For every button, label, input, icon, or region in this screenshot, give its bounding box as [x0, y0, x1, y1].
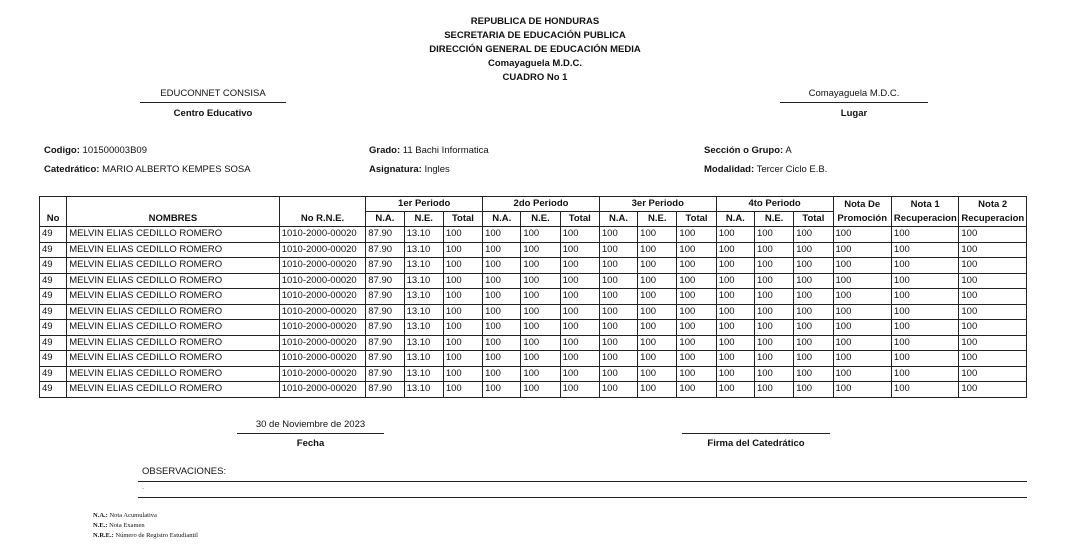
table-row: [40, 366, 1027, 382]
sub-header-ne: N.E.: [404, 212, 443, 227]
header-line-3: DIRECCIÓN GENERAL DE EDUCACIÓN MEDIA: [429, 44, 641, 55]
col-header-promocion: [833, 197, 891, 227]
table-cell: 1010-2000-00020: [279, 320, 366, 336]
table-cell: 100: [638, 258, 677, 274]
table-cell: 100: [754, 382, 793, 398]
table-cell: 1010-2000-00020: [279, 366, 366, 382]
table-cell: MELVIN ELIAS CEDILLO ROMERO: [67, 366, 280, 382]
col-header-nombres: NOMBRES: [67, 197, 280, 227]
table-cell: 1010-2000-00020: [279, 382, 366, 398]
legend-nre-text: Número de Registro Estudiantil: [115, 532, 198, 539]
table-row: [40, 382, 1027, 398]
table-row: [40, 273, 1027, 289]
sub-header-total: Total: [677, 212, 716, 227]
table-cell: 100: [794, 366, 833, 382]
table-cell: 100: [443, 382, 482, 398]
table-cell: MELVIN ELIAS CEDILLO ROMERO: [67, 273, 280, 289]
col-header-period-4: 4to Periodo: [716, 197, 833, 212]
seccion-field: [704, 145, 792, 156]
table-cell: 100: [959, 320, 1027, 336]
col-header-nota1-line1: Nota 1: [910, 198, 940, 210]
table-body: [40, 227, 1027, 398]
observaciones-line-1: [138, 481, 1027, 482]
table-cell: 100: [754, 258, 793, 274]
table-cell: 100: [483, 351, 521, 367]
col-header-nota1-line2: Recuperacion: [893, 212, 957, 224]
table-row: [40, 242, 1027, 258]
table-cell: 100: [677, 320, 716, 336]
table-cell: 13.10: [404, 258, 443, 274]
table-cell: 100: [677, 304, 716, 320]
table-cell: 100: [891, 382, 958, 398]
table-cell: 100: [638, 382, 677, 398]
seccion-value: A: [785, 145, 792, 156]
table-cell: 100: [833, 351, 891, 367]
table-cell: 100: [443, 304, 482, 320]
catedratico-field: [44, 164, 251, 175]
table-cell: 100: [599, 227, 637, 243]
table-cell: 100: [483, 227, 521, 243]
table-cell: 100: [521, 335, 560, 351]
table-cell: 49: [40, 320, 67, 336]
table-cell: 100: [560, 304, 599, 320]
grado-field: [369, 145, 489, 156]
table-cell: 1010-2000-00020: [279, 304, 366, 320]
grado-value: 11 Bachi Informatica: [402, 145, 489, 156]
header-line-2: SECRETARIA DE EDUCACIÓN PUBLICA: [444, 30, 626, 41]
table-cell: 87.90: [366, 335, 404, 351]
table-cell: 13.10: [404, 320, 443, 336]
table-cell: 100: [638, 320, 677, 336]
table-cell: 100: [754, 335, 793, 351]
table-cell: 100: [833, 335, 891, 351]
header-line-1: REPUBLICA DE HONDURAS: [470, 16, 600, 27]
table-cell: 87.90: [366, 351, 404, 367]
table-cell: 13.10: [404, 366, 443, 382]
table-cell: 100: [443, 335, 482, 351]
table-cell: 100: [677, 289, 716, 305]
table-cell: 100: [599, 258, 637, 274]
table-cell: 100: [638, 304, 677, 320]
table-cell: 1010-2000-00020: [279, 258, 366, 274]
table-cell: 100: [794, 320, 833, 336]
table-cell: 100: [677, 366, 716, 382]
table-cell: 100: [483, 273, 521, 289]
sub-header-ne: N.E.: [754, 212, 793, 227]
table-cell: 100: [599, 304, 637, 320]
table-cell: 87.90: [366, 242, 404, 258]
table-cell: 100: [891, 366, 958, 382]
seccion-label: Sección o Grupo:: [704, 145, 784, 156]
table-cell: 100: [638, 366, 677, 382]
table-cell: 100: [891, 335, 958, 351]
table-cell: 100: [560, 366, 599, 382]
table-cell: 100: [891, 351, 958, 367]
col-header-rne: No R.N.E.: [279, 197, 366, 227]
codigo-value: 101500003B09: [82, 145, 147, 156]
date-underline: [237, 433, 384, 434]
table-cell: 100: [443, 242, 482, 258]
grades-table: [39, 196, 1027, 398]
table-cell: 100: [443, 227, 482, 243]
sub-header-na: N.A.: [716, 212, 754, 227]
legend-ne: [93, 521, 198, 531]
table-cell: 87.90: [366, 366, 404, 382]
table-cell: 100: [443, 320, 482, 336]
table-cell: 49: [40, 289, 67, 305]
table-cell: 100: [560, 258, 599, 274]
table-cell: 100: [677, 351, 716, 367]
table-cell: 100: [560, 289, 599, 305]
table-cell: 100: [794, 304, 833, 320]
table-cell: 100: [483, 382, 521, 398]
place-label: Lugar: [840, 108, 868, 119]
table-cell: 100: [794, 258, 833, 274]
table-cell: 100: [716, 382, 754, 398]
table-cell: 100: [716, 351, 754, 367]
table-cell: 100: [716, 258, 754, 274]
table-cell: 100: [959, 273, 1027, 289]
table-cell: 100: [560, 382, 599, 398]
table-cell: 100: [483, 258, 521, 274]
document-header: [0, 15, 1070, 85]
table-cell: 100: [754, 351, 793, 367]
table-cell: 100: [716, 366, 754, 382]
table-cell: 100: [560, 335, 599, 351]
table-cell: 100: [599, 242, 637, 258]
table-cell: 100: [891, 289, 958, 305]
table-row: [40, 335, 1027, 351]
table-cell: 100: [560, 227, 599, 243]
table-cell: 1010-2000-00020: [279, 335, 366, 351]
table-cell: 100: [638, 242, 677, 258]
legend-na-text: Nota Acumulativa: [109, 512, 157, 519]
table-cell: 1010-2000-00020: [279, 227, 366, 243]
sub-header-ne: N.E.: [521, 212, 560, 227]
table-cell: 100: [677, 382, 716, 398]
table-cell: 100: [716, 242, 754, 258]
table-cell: 49: [40, 258, 67, 274]
table-row: [40, 320, 1027, 336]
table-cell: 13.10: [404, 351, 443, 367]
table-cell: 100: [560, 242, 599, 258]
table-cell: 100: [959, 351, 1027, 367]
table-cell: 100: [521, 304, 560, 320]
col-header-nota2-line1: Nota 2: [978, 198, 1008, 210]
table-cell: 13.10: [404, 335, 443, 351]
table-cell: 49: [40, 366, 67, 382]
modalidad-field: [704, 164, 827, 175]
table-cell: 100: [599, 320, 637, 336]
table-cell: 1010-2000-00020: [279, 242, 366, 258]
center-label: Centro Educativo: [173, 108, 253, 119]
table-cell: 100: [959, 227, 1027, 243]
table-cell: 100: [521, 242, 560, 258]
table-row: [40, 351, 1027, 367]
col-header-promocion-line2: Promoción: [837, 212, 888, 224]
table-cell: 100: [677, 227, 716, 243]
sub-header-ne: N.E.: [638, 212, 677, 227]
table-cell: 100: [891, 320, 958, 336]
table-cell: 100: [794, 227, 833, 243]
legend-nre-key: N.R.E.:: [93, 532, 114, 539]
modalidad-label: Modalidad:: [704, 164, 755, 175]
table-cell: 100: [833, 304, 891, 320]
place-value: Comayaguela M.D.C.: [808, 88, 900, 99]
legend-ne-text: Nota Examen: [109, 522, 145, 529]
col-header-promocion-line1: Nota De: [844, 198, 881, 210]
table-cell: 100: [716, 304, 754, 320]
legend: [93, 511, 198, 541]
table-row: [40, 258, 1027, 274]
table-cell: 100: [443, 351, 482, 367]
table-cell: 100: [638, 273, 677, 289]
table-cell: 100: [483, 366, 521, 382]
table-cell: 100: [833, 289, 891, 305]
header-line-4: Comayaguela M.D.C.: [488, 58, 582, 69]
table-cell: 100: [891, 227, 958, 243]
table-cell: 100: [638, 227, 677, 243]
table-cell: 100: [638, 289, 677, 305]
asignatura-field: [369, 164, 450, 175]
table-cell: 100: [833, 366, 891, 382]
table-cell: 1010-2000-00020: [279, 273, 366, 289]
table-cell: 100: [599, 335, 637, 351]
table-cell: 100: [638, 335, 677, 351]
table-cell: 100: [794, 289, 833, 305]
table-cell: 100: [521, 382, 560, 398]
table-cell: 100: [521, 320, 560, 336]
table-cell: 100: [891, 258, 958, 274]
table-cell: 100: [521, 366, 560, 382]
table-cell: 13.10: [404, 273, 443, 289]
table-cell: MELVIN ELIAS CEDILLO ROMERO: [67, 351, 280, 367]
table-cell: 13.10: [404, 227, 443, 243]
sub-header-total: Total: [443, 212, 482, 227]
legend-nre: [93, 531, 198, 541]
table-cell: 49: [40, 273, 67, 289]
place-underline: [780, 102, 928, 103]
codigo-label: Codigo:: [44, 145, 80, 156]
table-cell: 100: [638, 351, 677, 367]
table-cell: 100: [521, 258, 560, 274]
table-cell: 49: [40, 351, 67, 367]
table-cell: 49: [40, 382, 67, 398]
table-cell: 87.90: [366, 289, 404, 305]
table-cell: 100: [754, 366, 793, 382]
table-cell: 100: [716, 289, 754, 305]
table-cell: 87.90: [366, 382, 404, 398]
table-cell: 100: [560, 320, 599, 336]
table-cell: 100: [754, 289, 793, 305]
table-cell: 100: [891, 304, 958, 320]
table-cell: 100: [754, 273, 793, 289]
table-cell: 100: [521, 227, 560, 243]
table-cell: 100: [483, 320, 521, 336]
table-cell: MELVIN ELIAS CEDILLO ROMERO: [67, 320, 280, 336]
table-cell: 13.10: [404, 382, 443, 398]
table-cell: 100: [754, 242, 793, 258]
table-cell: 100: [560, 273, 599, 289]
codigo-field: [44, 145, 147, 156]
table-cell: 100: [959, 382, 1027, 398]
table-cell: 100: [833, 242, 891, 258]
table-cell: 100: [754, 304, 793, 320]
table-cell: 100: [483, 304, 521, 320]
table-cell: MELVIN ELIAS CEDILLO ROMERO: [67, 335, 280, 351]
table-row: [40, 289, 1027, 305]
col-header-period-3: 3er Periodo: [599, 197, 716, 212]
table-cell: 100: [716, 227, 754, 243]
table-cell: 100: [959, 242, 1027, 258]
sub-header-na: N.A.: [599, 212, 637, 227]
sub-header-total: Total: [794, 212, 833, 227]
table-cell: 100: [833, 273, 891, 289]
header-line-5: CUADRO No 1: [502, 72, 568, 83]
table-cell: 100: [483, 289, 521, 305]
table-cell: 100: [959, 289, 1027, 305]
table-cell: MELVIN ELIAS CEDILLO ROMERO: [67, 258, 280, 274]
observaciones-line-2: [138, 497, 1027, 498]
table-cell: 100: [443, 258, 482, 274]
modalidad-value: Tercer Ciclo E.B.: [756, 164, 828, 175]
table-cell: 100: [599, 351, 637, 367]
sub-header-na: N.A.: [366, 212, 404, 227]
table-cell: 100: [794, 273, 833, 289]
table-cell: 100: [716, 335, 754, 351]
table-cell: 100: [716, 320, 754, 336]
table-cell: 100: [521, 351, 560, 367]
table-cell: 100: [560, 351, 599, 367]
table-cell: 100: [794, 335, 833, 351]
date-value: 30 de Noviembre de 2023: [255, 419, 366, 430]
table-cell: 13.10: [404, 242, 443, 258]
table-cell: 87.90: [366, 258, 404, 274]
table-cell: 100: [794, 351, 833, 367]
table-cell: 100: [599, 289, 637, 305]
table-cell: 100: [959, 335, 1027, 351]
date-label: Fecha: [296, 438, 325, 449]
col-header-period-2: 2do Periodo: [483, 197, 600, 212]
table-cell: 100: [483, 335, 521, 351]
table-cell: 100: [794, 242, 833, 258]
table-cell: 100: [959, 258, 1027, 274]
table-cell: 100: [833, 382, 891, 398]
table-cell: 87.90: [366, 273, 404, 289]
asignatura-value: Ingles: [424, 164, 450, 175]
table-cell: 100: [891, 273, 958, 289]
table-cell: MELVIN ELIAS CEDILLO ROMERO: [67, 289, 280, 305]
table-cell: 100: [677, 242, 716, 258]
table-cell: 1010-2000-00020: [279, 351, 366, 367]
col-header-nota1: [891, 197, 958, 227]
table-cell: 100: [833, 258, 891, 274]
table-row: [40, 227, 1027, 243]
table-cell: 100: [833, 227, 891, 243]
catedratico-label: Catedrático:: [44, 164, 100, 175]
table-cell: 100: [677, 335, 716, 351]
table-cell: 100: [443, 273, 482, 289]
observaciones-label: OBSERVACIONES:: [142, 466, 227, 477]
table-cell: 100: [521, 289, 560, 305]
table-cell: 49: [40, 227, 67, 243]
table-cell: 100: [754, 320, 793, 336]
table-cell: 100: [599, 382, 637, 398]
col-header-period-1: 1er Periodo: [366, 197, 483, 212]
table-cell: 100: [716, 273, 754, 289]
table-cell: 13.10: [404, 289, 443, 305]
signature-line: [682, 433, 830, 434]
table-cell: 100: [599, 273, 637, 289]
table-cell: 13.10: [404, 304, 443, 320]
table-cell: 100: [677, 273, 716, 289]
table-cell: 1010-2000-00020: [279, 289, 366, 305]
table-cell: MELVIN ELIAS CEDILLO ROMERO: [67, 304, 280, 320]
col-header-nota2: [959, 197, 1027, 227]
table-cell: 87.90: [366, 304, 404, 320]
table-cell: 87.90: [366, 227, 404, 243]
table-cell: 100: [443, 366, 482, 382]
table-cell: 49: [40, 242, 67, 258]
table-cell: MELVIN ELIAS CEDILLO ROMERO: [67, 227, 280, 243]
table-cell: 100: [891, 242, 958, 258]
table-header-row-top: [40, 197, 1027, 212]
center-underline: [140, 102, 286, 103]
table-cell: 100: [833, 320, 891, 336]
table-cell: MELVIN ELIAS CEDILLO ROMERO: [67, 382, 280, 398]
col-header-no: No: [40, 197, 67, 227]
table-cell: 100: [677, 258, 716, 274]
table-cell: 100: [483, 242, 521, 258]
signature-label: Firma del Catedrático: [707, 438, 805, 449]
center-value: EDUCONNET CONSISA: [160, 88, 266, 99]
observaciones-dot: .: [142, 484, 144, 491]
catedratico-value: MARIO ALBERTO KEMPES SOSA: [102, 164, 251, 175]
table-cell: 100: [959, 304, 1027, 320]
legend-na-key: N.A.:: [93, 512, 108, 519]
table-row: [40, 304, 1027, 320]
asignatura-label: Asignatura:: [369, 164, 422, 175]
sub-header-na: N.A.: [483, 212, 521, 227]
legend-ne-key: N.E.:: [93, 522, 108, 529]
table-cell: 100: [599, 366, 637, 382]
table-cell: 100: [959, 366, 1027, 382]
table-cell: MELVIN ELIAS CEDILLO ROMERO: [67, 242, 280, 258]
legend-na: [93, 511, 198, 521]
table-cell: 100: [794, 382, 833, 398]
sub-header-total: Total: [560, 212, 599, 227]
grado-label: Grado:: [369, 145, 401, 156]
table-cell: 100: [754, 227, 793, 243]
col-header-nota2-line2: Recuperacion: [961, 212, 1025, 224]
table-cell: 100: [521, 273, 560, 289]
table-cell: 87.90: [366, 320, 404, 336]
table-cell: 100: [443, 289, 482, 305]
table-cell: 49: [40, 304, 67, 320]
table-cell: 49: [40, 335, 67, 351]
